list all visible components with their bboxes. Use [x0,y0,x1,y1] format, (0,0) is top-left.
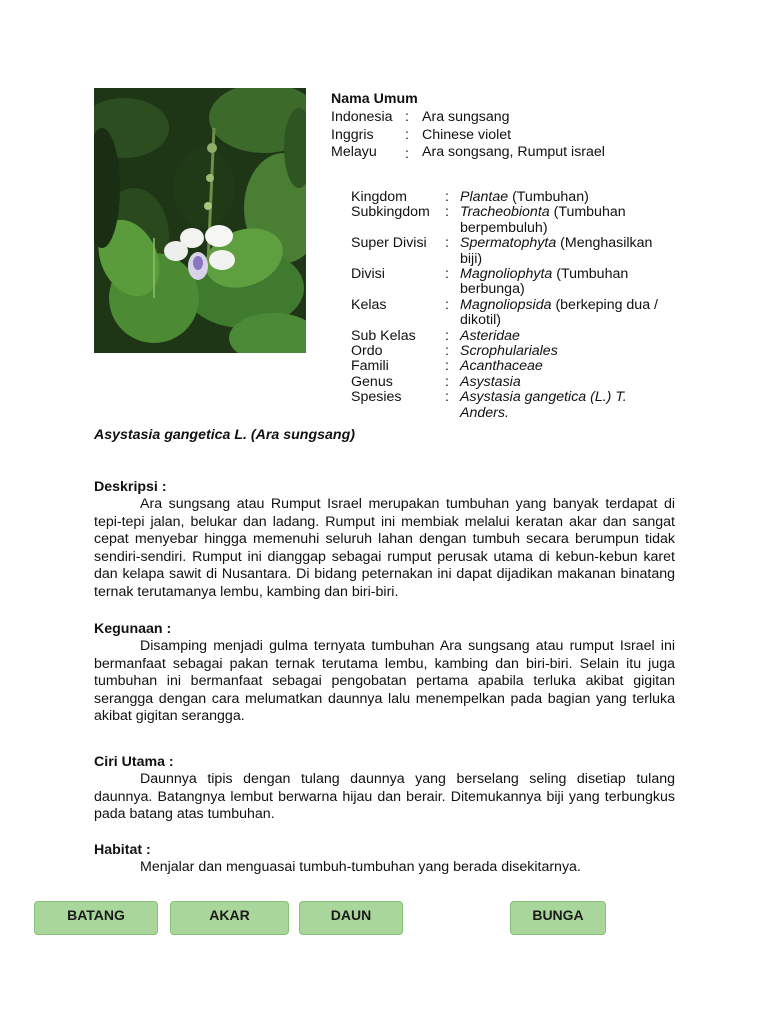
common-name-row [331,127,731,145]
taxonomy-sep: : [445,358,449,375]
taxonomy-rank: Subkingdom [351,204,430,221]
section-ciri-utama [94,753,675,824]
taxonomy-row [351,359,681,374]
taxonomy-value [460,344,665,359]
taxonomy-note: (Menghasilkan biji) [460,235,653,267]
taxonomy-value [460,390,665,421]
section-heading: Ciri Utama : [94,754,174,770]
common-names-title: Nama Umum [331,91,418,107]
taxonomy-value [460,267,665,298]
common-name-sep: : [405,146,409,162]
section-text: Daunnya tipis dengan tulang daunnya yang berselang seling disetiap tulang daunnya. Batangnya lembut berwarna hijau dan berair. Ditemukannya biji yang terbungkus pada batang atas tumbuhan. [94,771,675,823]
section-habitat [94,841,675,877]
taxonomy-value [460,375,665,390]
common-name-value: Ara songsang, Rumput israel [422,144,605,160]
taxonomy-sep: : [445,373,449,390]
taxonomy-row [351,190,681,205]
taxonomy-note: (Tumbuhan) [508,189,589,205]
taxonomy-row [351,205,681,236]
section-text: Disamping menjadi gulma ternyata tumbuhan Ara sungsang atau rumput Israel ini bermanfaat sebagai pakan ternak terutama lembu, kambing dan biri-biri. Selain itu juga tumbuhan ini bermanfaat sebagai pengobatan pertama apabila terluka akibat gigitan serangga dengan cara melumatkan daunnya lalu menempelkan pada bagian yang terluka akibat gigitan serangga. [94,638,675,725]
taxonomy-row [351,236,681,267]
taxonomy-latin: Magnoliopsida [460,296,552,313]
taxonomy-value [460,205,665,236]
section-heading: Deskripsi : [94,479,167,495]
taxonomy-sep: : [445,296,449,313]
taxonomy-rank: Kelas [351,296,387,313]
taxonomy-sep: : [445,389,449,406]
taxonomy-value [460,329,665,344]
taxonomy-sep: : [445,235,449,252]
taxonomy-rank: Divisi [351,266,385,283]
taxonomy-latin: Asystasia [460,373,521,390]
common-name-value: Chinese violet [422,126,512,143]
daun-button[interactable]: DAUN [299,901,403,935]
common-name-lang: Indonesia [331,109,393,125]
common-name-sep: : [405,126,409,143]
section-heading: Habitat : [94,842,151,858]
common-name-value: Ara sungsang [422,109,510,125]
taxonomy-list [351,190,681,421]
taxonomy-latin: Asteridae [460,327,520,344]
section-deskripsi [94,478,675,602]
taxonomy-row [351,267,681,298]
taxonomy-value [460,190,665,205]
taxonomy-rank: Sub Kelas [351,327,416,344]
taxonomy-rank: Kingdom [351,189,407,205]
taxonomy-sep: : [445,189,449,205]
section-text: Menjalar dan menguasai tumbuh-tumbuhan yang berada disekitarnya. [140,859,581,875]
taxonomy-rank: Spesies [351,389,402,406]
taxonomy-latin: Acanthaceae [460,358,543,375]
taxonomy-value [460,236,665,267]
section-kegunaan [94,620,675,726]
taxonomy-note: (berkeping dua / dikotil) [460,296,658,329]
taxonomy-note: (Tumbuhan berbunga) [460,266,629,298]
taxonomy-latin: Tracheobionta [460,204,550,221]
common-names [331,90,731,162]
bunga-button[interactable]: BUNGA [510,901,606,935]
taxonomy-sep: : [445,327,449,344]
taxonomy-row [351,329,681,344]
akar-button[interactable]: AKAR [170,901,289,935]
taxonomy-row [351,375,681,390]
taxonomy-row [351,344,681,359]
taxonomy-latin: Asystasia gangetica (L.) T. Anders. [460,389,627,421]
taxonomy-latin: Plantae [460,189,509,205]
taxonomy-value [460,298,665,329]
plant-photo [94,88,306,353]
taxonomy-latin: Spermatophyta [460,235,557,252]
common-name-lang: Inggris [331,126,374,143]
taxonomy-rank: Super Divisi [351,235,427,252]
taxonomy-latin: Magnoliophyta [460,266,553,283]
common-name-sep: : [405,109,409,125]
taxonomy-sep: : [445,204,449,221]
common-name-row [331,144,731,162]
batang-button[interactable]: BATANG [34,901,158,935]
photo-caption: Asystasia gangetica L. (Ara sungsang) [94,427,355,443]
taxonomy-latin: Scrophulariales [460,343,558,360]
taxonomy-sep: : [445,343,449,360]
taxonomy-note: (Tumbuhan berpembuluh) [460,204,626,236]
taxonomy-row [351,298,681,329]
common-name-row [331,109,731,127]
section-heading: Kegunaan : [94,621,172,637]
taxonomy-rank: Famili [351,358,389,375]
common-name-lang: Melayu [331,144,377,160]
taxonomy-rank: Genus [351,373,393,390]
section-text: Ara sungsang atau Rumput Israel merupakan tumbuhan yang banyak terdapat di tepi-tepi jalan, belukar dan ladang. Rumput ini membiak melalui keratan akar dan sangat cepat menyebar hingga memenuhi seluruh lahan dengan tumbuh secara berumpun tidak sendiri-sendiri. Rumput ini dianggap sebagai rumput perusak utama di kebun-kebun karet dan kelapa sawit di Nusantara. Di bidang peternakan ini dapat dijadikan makanan binatang ternak terutamanya lembu, kambing dan biri-biri. [94,496,675,600]
taxonomy-rank: Ordo [351,343,383,360]
taxonomy-sep: : [445,266,449,283]
taxonomy-row [351,390,681,421]
taxonomy-value [460,359,665,374]
